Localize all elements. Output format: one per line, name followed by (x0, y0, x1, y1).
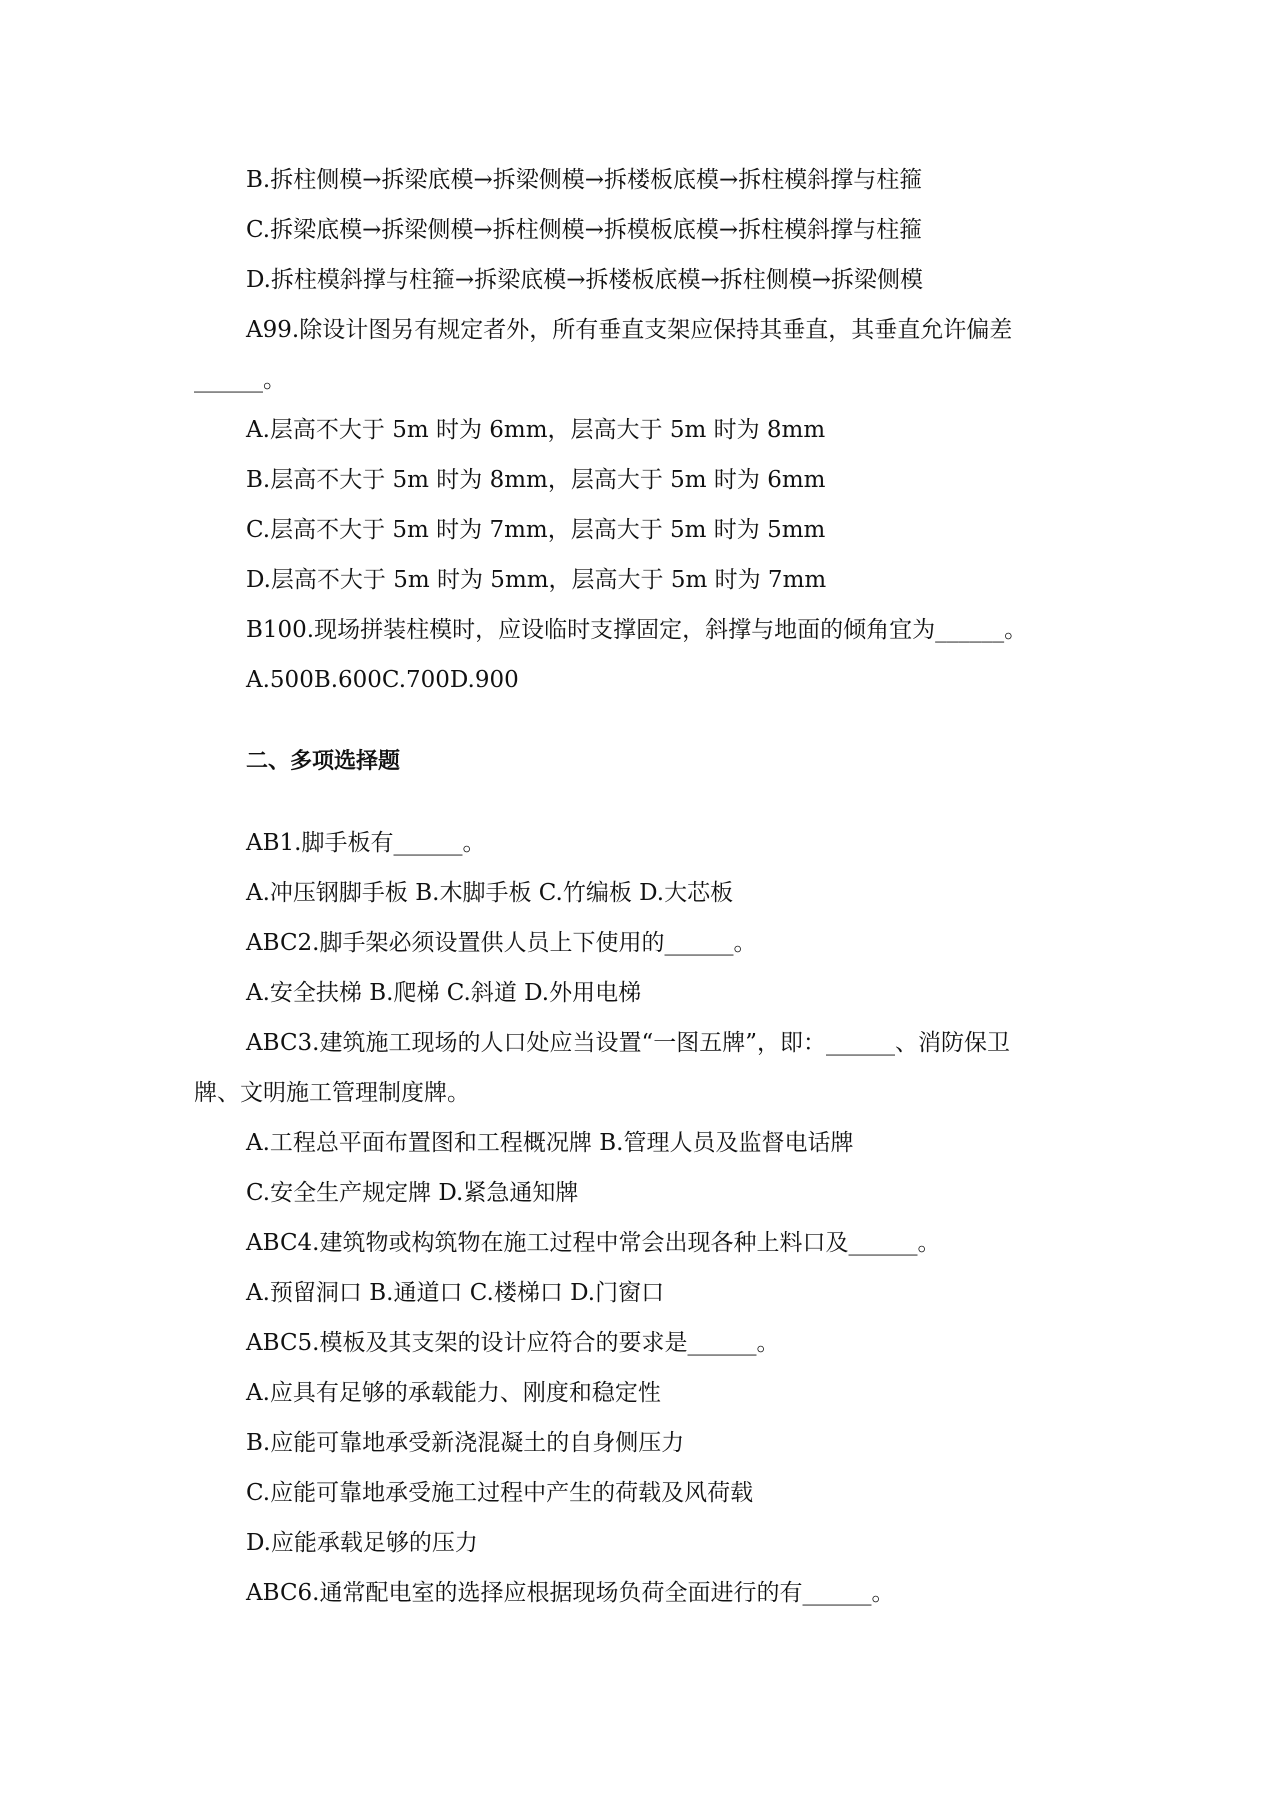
option-line: C.拆梁底模→拆梁侧模→拆柱侧模→拆模板底模→拆柱模斜撑与柱箍 (246, 217, 923, 243)
question-line: A99.除设计图另有规定者外，所有垂直支架应保持其垂直，其垂直允许偏差 (246, 317, 1013, 343)
option-line: A.500B.600C.700D.900 (246, 667, 519, 693)
question-line-continued: ______。 (194, 367, 286, 393)
option-line: B.应能可靠地承受新浇混凝土的自身侧压力 (246, 1430, 685, 1456)
option-line: A.应具有足够的承载能力、刚度和稳定性 (246, 1380, 661, 1406)
question-line: B100.现场拼装柱模时，应设临时支撑固定，斜撑与地面的倾角宜为______。 (246, 617, 1028, 643)
option-line: A.工程总平面布置图和工程概况牌 B.管理人员及监督电话牌 (246, 1130, 854, 1156)
option-line: A.层高不大于 5m 时为 6mm，层高大于 5m 时为 8mm (246, 417, 826, 443)
option-line: B.拆柱侧模→拆梁底模→拆梁侧模→拆楼板底模→拆柱模斜撑与柱箍 (246, 167, 923, 193)
question-line-continued: 牌、文明施工管理制度牌。 (194, 1080, 470, 1106)
option-line: C.应能可靠地承受施工过程中产生的荷载及风荷载 (246, 1480, 754, 1506)
question-line: ABC3.建筑施工现场的人口处应当设置“一图五牌”，即：______、消防保卫 (246, 1030, 1010, 1056)
option-line: D.应能承载足够的压力 (246, 1530, 478, 1556)
option-line: C.层高不大于 5m 时为 7mm，层高大于 5m 时为 5mm (246, 517, 826, 543)
question-line: ABC2.脚手架必须设置供人员上下使用的______。 (246, 930, 757, 956)
section-heading: 二、多项选择题 (246, 749, 401, 774)
option-line: A.冲压钢脚手板 B.木脚手板 C.竹编板 D.大芯板 (246, 880, 734, 906)
option-line: D.层高不大于 5m 时为 5mm，层高大于 5m 时为 7mm (246, 567, 827, 593)
option-line: A.安全扶梯 B.爬梯 C.斜道 D.外用电梯 (246, 980, 642, 1006)
question-line: AB1.脚手板有______。 (246, 830, 486, 856)
option-line: B.层高不大于 5m 时为 8mm，层高大于 5m 时为 6mm (246, 467, 826, 493)
option-line: C.安全生产规定牌 D.紧急通知牌 (246, 1180, 579, 1206)
option-line: A.预留洞口 B.通道口 C.楼梯口 D.门窗口 (246, 1280, 665, 1306)
option-line: D.拆柱模斜撑与柱箍→拆梁底模→拆楼板底模→拆柱侧模→拆梁侧模 (246, 267, 924, 293)
question-line: ABC5.模板及其支架的设计应符合的要求是______。 (246, 1330, 780, 1356)
question-line: ABC4.建筑物或构筑物在施工过程中常会出现各种上料口及______。 (246, 1230, 941, 1256)
question-line: ABC6.通常配电室的选择应根据现场负荷全面进行的有______。 (246, 1580, 895, 1606)
